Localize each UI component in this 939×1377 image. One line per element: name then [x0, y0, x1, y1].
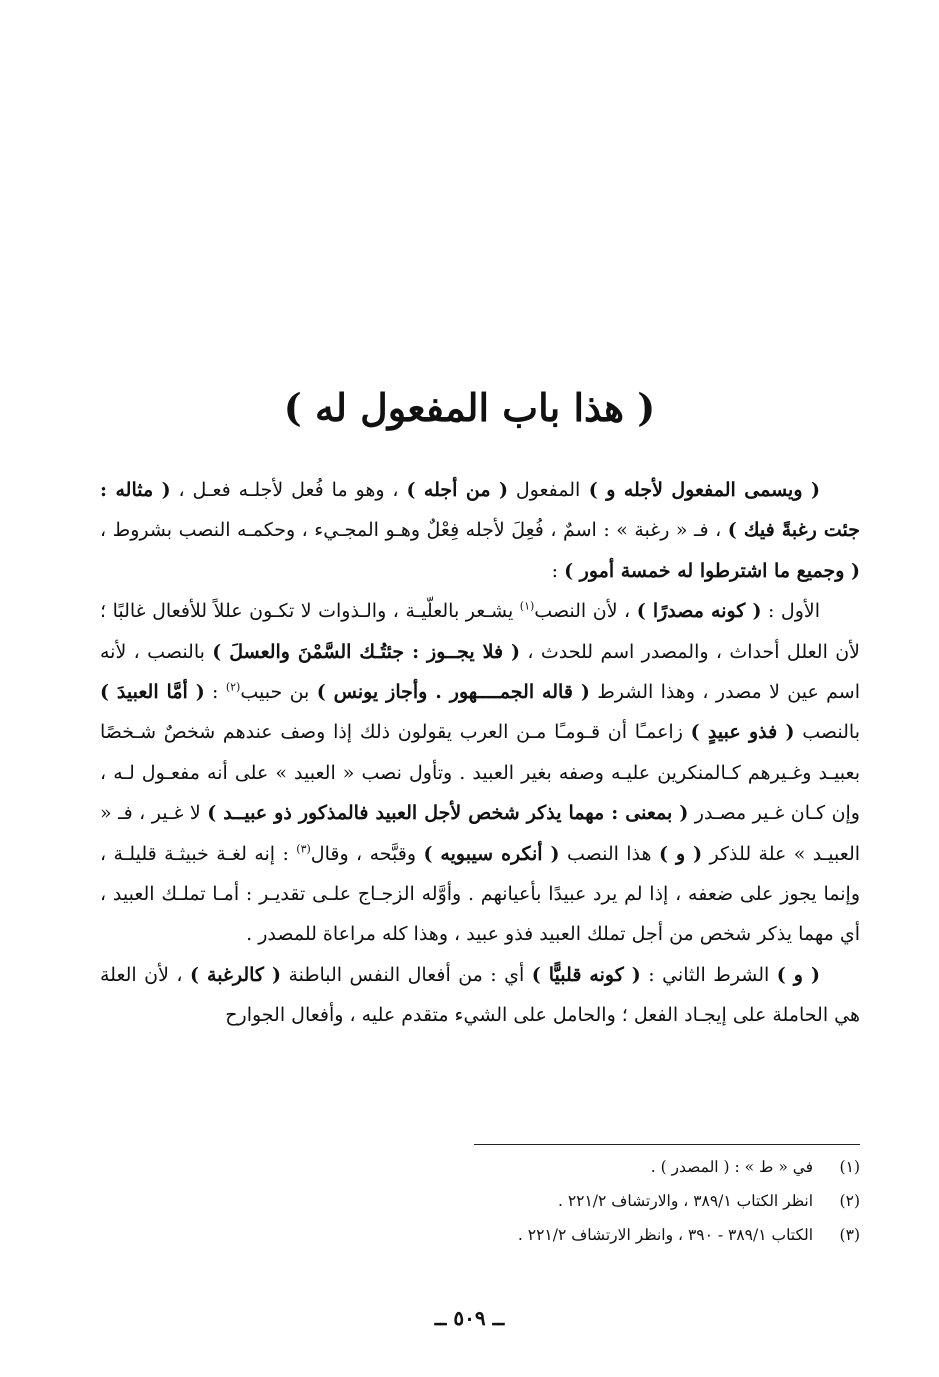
footnote-number: (١) — [839, 1158, 860, 1176]
bold-run: ( ويسمى المفعول لأجله و ) — [580, 479, 820, 501]
text-run: بن حبيب — [240, 681, 317, 704]
footnotes — [100, 1150, 860, 1252]
text-run: الأول : — [761, 600, 821, 623]
paragraph-3 — [100, 955, 860, 1036]
text-run: : — [551, 559, 565, 582]
bold-run: ( كونه قلبيًّا ) — [531, 963, 641, 986]
text-run: بالنصب ، لأنه اسم عين لا مصدر ، وهذا الشرط — [100, 640, 861, 704]
bold-run: ( قاله الجمــــهور . وأجاز يونس ) — [316, 681, 590, 704]
footnote-2 — [100, 1184, 860, 1218]
chapter-title: ( هذا باب المفعول له ) — [283, 385, 656, 430]
bold-run: ( من أجله ) — [406, 479, 508, 501]
body-text — [100, 470, 860, 1036]
text-run: ، لأن العلة هي الحاملة على إيجـاد الفعل ؛ والحامل على الشيء متقدم عليه ، وأفعال الجوارح — [100, 963, 860, 1027]
text-run: ، وهو ما فُعل لأجلـه فعـل ، — [170, 479, 407, 501]
paragraph-2 — [100, 591, 860, 955]
footnote-number: (٣) — [839, 1226, 860, 1244]
text-run: يشـعر بالعلّيـة ، والـذوات لا تكـون عللاً للأفعال غالبًا ؛ لأن العلل أحداث ، والمصدر اسم للحدث ، — [100, 600, 861, 663]
text-run: بالنصب — [794, 721, 860, 744]
text-run: أي : من أفعال النفس الباطنة — [281, 963, 532, 986]
footnote-ref: (٢) — [225, 680, 241, 694]
paragraph-1 — [100, 470, 860, 591]
bold-run: ( كونه مصدرًا ) — [636, 600, 762, 623]
bold-run: ( و ) — [659, 842, 703, 865]
text-run: الشرط الثاني : — [640, 963, 777, 986]
bold-run: ( بمعنى : مهما يذكر شخص لأجل العبيد فالمذكور ذو عبيــد ) — [207, 802, 689, 825]
bold-run: ( مثاله : جئت رغبةً فيك ) — [100, 479, 860, 542]
text-run: : — [204, 681, 226, 704]
footnote-ref: (٣) — [296, 842, 311, 856]
bold-run: ( أمَّا العبيدَ ) — [100, 681, 205, 704]
bold-run: ( و ) — [776, 963, 820, 986]
text-run: ، فـ « رغبة » : اسمٌ ، فُعِلَ لأجله فِعْلٌ وهـو المجـيء ، وحكمـه النصب بشروط ، — [100, 519, 728, 542]
footnote-text: انظر الكتاب ٣٨٩/١ ، والارتشاف ٢٢١/٢ . — [557, 1192, 814, 1210]
bold-run: ( وجميع ما اشترطوا له خمسة أمور ) — [564, 559, 860, 582]
bold-run: ( أنكره سيبويه ) — [423, 842, 560, 865]
footnote-separator — [474, 1144, 860, 1145]
text-run: وقبَّحه ، وقال — [310, 842, 424, 865]
bold-run: ( فذو عبيدٍ ) — [690, 721, 795, 744]
footnote-1 — [100, 1150, 860, 1184]
text-run: المفعول — [507, 479, 581, 501]
bold-run: ( كالرغبة ) — [190, 963, 281, 986]
text-run: : إنه لغـة خبيثـة قليلـة ، وإنما يجوز على ضعفه ، إذا لم يرد عبيدًا بأعيانهم . وأوَّله الزجـاج علـى تقديـر : أمـا تملـك العبيد ، أي مهما يذكر شخص من أجل تملك العبيد فذو عبيد ، وهذا كله مراعاة للمصدر . — [100, 842, 860, 946]
bold-run: ( فلا يجــوز : جئتُـك السَّمْنَ والعسلَ ) — [212, 640, 521, 663]
footnote-3 — [100, 1218, 860, 1252]
footnote-number: (٢) — [839, 1192, 860, 1210]
text-run: زاعمـًا أن قـومـًا مـن العرب يقولون ذلك إذا وصف عندهم شخصٌ شـخصًا بعبيـد وغـيرهم كـالمنكرين عليـه وصفه بغير العبيد . وتأول نصب « العبيد » على أنه مفعـول لـه ، وإن كـان غـير مصـدر — [100, 721, 860, 825]
page-number: ــ ٥٠٩ ــ — [434, 1306, 505, 1330]
footnote-text: في « ط » : ( المصدر ) . — [650, 1158, 814, 1176]
footnote-ref: (١) — [519, 599, 535, 613]
text-run: لا غـير ، فـ « العبيـد » علة للذكر — [100, 802, 861, 865]
footnote-text: الكتاب ٣٨٩/١ - ٣٩٠ ، وانظر الارتشاف ٢٢١/٢ . — [517, 1226, 814, 1244]
text-run: هذا النصب — [559, 842, 659, 865]
text-run: ، لأن النصب — [534, 600, 637, 623]
